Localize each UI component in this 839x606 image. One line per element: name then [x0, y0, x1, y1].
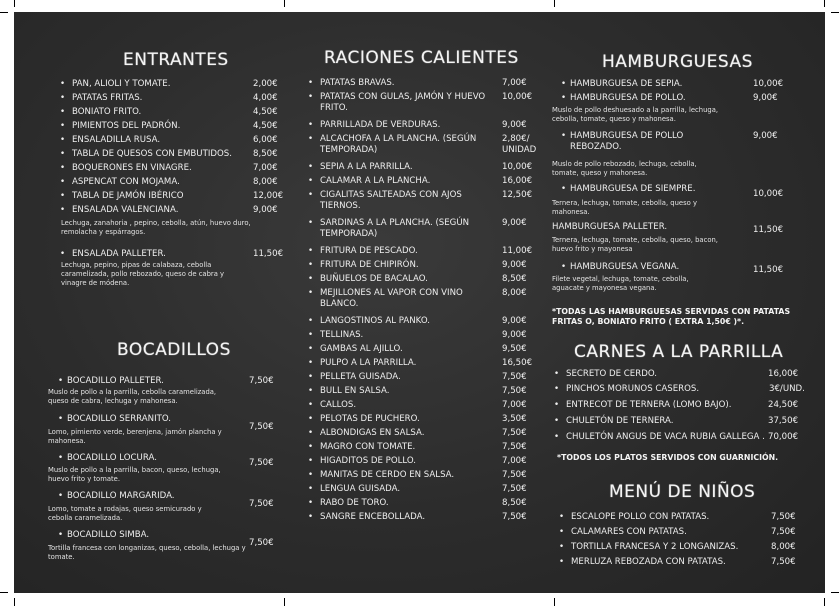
bullet: •: [308, 386, 314, 396]
item-price: [249, 422, 274, 433]
bullet: •: [554, 416, 560, 426]
item-price: 24,50€: [768, 400, 799, 410]
item-price: 4,50€: [253, 107, 278, 117]
carnes-note: *TODOS LOS PLATOS SERVIDOS CON GUARNICIÓN.: [557, 453, 779, 462]
bullet: •: [60, 191, 66, 201]
item-price: 3€/UND.: [769, 384, 805, 394]
bullet: •: [308, 218, 314, 228]
item-name: BOCADILLO MARGARIDA.: [67, 491, 175, 501]
item-price: 2,00€: [253, 79, 278, 89]
menu-item: [561, 131, 690, 153]
fold-mark: [554, 0, 555, 7]
bullet: •: [554, 369, 560, 379]
menu-item: [60, 93, 292, 104]
item-price: [249, 538, 274, 549]
item-price: 7,00€: [502, 456, 527, 466]
fold-mark: [284, 598, 285, 606]
bullet: •: [308, 274, 314, 284]
menu-item: [60, 107, 292, 118]
menu-item: [308, 274, 554, 285]
item-price: 11,50€: [253, 249, 284, 259]
price-text: 7,50€: [249, 458, 274, 468]
bullet: •: [308, 470, 314, 480]
menu-item: [552, 222, 712, 233]
menu-item: [308, 288, 554, 312]
menu-item: [308, 78, 554, 89]
price-text: 11,50€: [753, 225, 784, 235]
item-name: SANGRE ENCEBOLLADA.: [320, 512, 426, 522]
bullet: •: [308, 162, 314, 172]
crop-mark: [0, 12, 8, 13]
menu-item: [554, 416, 806, 427]
item-price: 7,50€: [502, 442, 527, 452]
bullet: •: [308, 414, 314, 424]
bullet: •: [308, 190, 314, 200]
item-name: MANITAS DE CERDO EN SALSA.: [320, 470, 455, 480]
bocadillos-heading: BOCADILLOS: [117, 340, 231, 360]
item-name: TORTILLA FRANCESA Y 2 LONGANIZAS.: [571, 542, 739, 552]
menu-item: [60, 177, 292, 188]
crop-mark: [831, 592, 839, 593]
menu-item: [559, 542, 801, 553]
bullet: •: [308, 372, 314, 382]
bullet: •: [60, 149, 66, 159]
item-name: HAMBURGUESA PALLETER.: [552, 222, 668, 232]
item-price: 12,50€: [502, 190, 533, 200]
item-description: Tortilla francesa con longanizas, queso, cebolla, lechuga y tomate.: [48, 544, 246, 561]
item-price: [249, 458, 274, 469]
item-name: PULPO A LA PARRILLA.: [320, 358, 417, 368]
menu-item: [554, 432, 816, 443]
item-name: ESCALOPE POLLO CON PATATAS.: [571, 512, 710, 522]
bullet: •: [58, 414, 64, 424]
item-description: Filete vegetal, lechuga, tomate, cebolla, aguacate y mayonesa vegana.: [552, 275, 689, 292]
bullet: •: [60, 177, 66, 187]
item-name: MERLUZA REBOZADA CON PATATAS.: [571, 557, 726, 567]
item-name: ENTRECOT DE TERNERA (LOMO BAJO).: [566, 400, 732, 410]
menu-item: [58, 453, 217, 464]
entrantes-heading: ENTRANTES: [123, 50, 229, 70]
item-price: 10,00€: [502, 162, 533, 172]
bullet: •: [559, 527, 565, 537]
bullet: •: [308, 442, 314, 452]
menu-item: [308, 484, 554, 495]
bullet: •: [308, 92, 314, 102]
menu-item: [308, 316, 554, 327]
item-name: HAMBURGUESA DE SEPIA.: [570, 79, 683, 89]
item-price: 16,50€: [502, 358, 533, 368]
menu-item: [308, 400, 554, 411]
item-price: 7,50€: [771, 512, 796, 522]
item-name: ASPENCAT CON MOJAMA.: [72, 177, 180, 187]
item-price: 10,00€: [502, 92, 533, 102]
menu-item: [308, 442, 554, 453]
menu-item: [60, 149, 292, 160]
item-name: BOCADILLO SIMBA.: [67, 530, 150, 540]
bullet: •: [60, 249, 66, 259]
item-name: PELLETA GUISADA.: [320, 372, 401, 382]
item-name: ENSALADA VALENCIANA.: [72, 205, 179, 215]
bullet: •: [561, 93, 567, 103]
bullet: •: [561, 184, 567, 194]
item-price: 16,00€: [502, 176, 533, 186]
item-price: [249, 499, 274, 510]
item-name: ALBONDIGAS EN SALSA.: [320, 428, 425, 438]
bullet: •: [559, 512, 565, 522]
bullet: •: [308, 246, 314, 256]
item-price: 8,00€: [771, 542, 796, 552]
item-name: FRITURA DE CHIPIRÓN.: [320, 260, 419, 270]
item-name: PINCHOS MORUNOS CASEROS.: [566, 384, 700, 394]
item-name: SECRETO DE CERDO.: [566, 369, 657, 379]
item-description: Ternera, lechuga, tomate, cebolla, queso, bacon, huevo frito y mayonesa: [552, 236, 718, 253]
item-price: 70,00€: [768, 432, 799, 442]
item-price: 8,50€: [502, 498, 527, 508]
menu-item: [308, 260, 554, 271]
item-price: 7,00€: [502, 400, 527, 410]
item-price: 9,00€: [502, 330, 527, 340]
item-price: 9,00€: [502, 120, 527, 130]
menu-item: [561, 93, 810, 104]
item-name: ENSALADA PALLETER.: [72, 249, 166, 259]
item-price: 8,00€: [253, 177, 278, 187]
menu-item: [58, 491, 217, 502]
menu-item: [308, 414, 554, 425]
item-name: FRITURA DE PESCADO.: [320, 246, 418, 256]
item-price: 8,50€: [502, 274, 527, 284]
bullet: •: [308, 176, 314, 186]
bullet: •: [60, 205, 66, 215]
item-price: 9,00€: [502, 218, 527, 228]
menu-item: [58, 376, 287, 387]
item-price: 7,50€: [502, 470, 527, 480]
price-text: 7,50€: [249, 538, 274, 548]
bullet: •: [58, 376, 64, 386]
item-name: ALCACHOFA A LA PLANCHA. (SEGÚN TEMPORADA): [320, 134, 477, 155]
item-name: CALLOS.: [320, 400, 357, 410]
item-description: Muslo de pollo a la parrilla, bacon, queso, lechuga, huevo frito y tomate.: [48, 466, 221, 483]
item-name: PAN, ALIOLI Y TOMATE.: [72, 79, 171, 89]
bullet: •: [60, 79, 66, 89]
item-name: PATATAS CON GULAS, JAMÓN Y HUEVO FRITO.: [320, 92, 486, 113]
item-price: 2,80€/ UNIDAD: [502, 134, 537, 155]
price-text: 10,00€: [753, 189, 784, 199]
price-text: 7,50€: [249, 422, 274, 432]
menu-item: [308, 92, 554, 116]
item-price: 37,50€: [768, 416, 799, 426]
crop-mark: [14, 598, 15, 606]
item-name: TABLA DE JAMÓN IBÉRICO: [72, 191, 184, 201]
menu-item: [60, 163, 292, 174]
item-name: BOQUERONES EN VINAGRE.: [72, 163, 192, 173]
bullet: •: [60, 93, 66, 103]
fold-mark: [554, 598, 555, 606]
item-price: 4,00€: [253, 93, 278, 103]
menu-item: [308, 470, 554, 481]
menu-item: [60, 135, 292, 146]
raciones-heading: RACIONES CALIENTES: [324, 48, 519, 68]
hamburguesas-heading: HAMBURGUESAS: [602, 52, 753, 72]
item-description: Muslo de pollo a la parrilla, cebolla caramelizada, queso de cabra, lechuga y mahonesa.: [48, 388, 217, 405]
menu-item: [308, 498, 554, 509]
item-name: PELOTAS DE PUCHERO.: [320, 414, 420, 424]
item-price: 9,50€: [502, 344, 527, 354]
item-price: 12,00€: [253, 191, 284, 201]
crop-mark: [0, 592, 8, 593]
hamburguesas-note: *TODAS LAS HAMBURGUESAS SERVIDAS CON PATATAS FRITAS O, BONIATO FRITO ( EXTRA 1,50€ )*.: [552, 307, 791, 326]
item-price: 6,00€: [253, 135, 278, 145]
item-name: PIMIENTOS DEL PADRÓN.: [72, 121, 181, 131]
item-name: TABLA DE QUESOS CON EMBUTIDOS.: [72, 149, 232, 159]
bullet: •: [559, 557, 565, 567]
bullet: •: [308, 456, 314, 466]
crop-mark: [824, 598, 825, 606]
item-name: LANGOSTINOS AL PANKO.: [320, 316, 430, 326]
bullet: •: [308, 498, 314, 508]
item-name: BONIATO FRITO.: [72, 107, 142, 117]
item-name: PARRILLADA DE VERDURAS.: [320, 120, 441, 130]
item-name: HAMBURGUESA DE SIEMPRE.: [570, 184, 696, 194]
item-price: 7,50€: [771, 527, 796, 537]
price-text: 7,50€: [249, 499, 274, 509]
item-name: GAMBAS AL AJILLO.: [320, 344, 403, 354]
item-name: BULL EN SALSA.: [320, 386, 390, 396]
menu-item: [554, 369, 806, 380]
item-name: MAGRO CON TOMATE.: [320, 442, 416, 452]
menu-item: [308, 344, 554, 355]
bullet: •: [308, 344, 314, 354]
price-text: 9,00€: [753, 131, 778, 141]
ninos-heading: MENÚ DE NIÑOS: [609, 482, 756, 502]
bullet: •: [561, 131, 567, 141]
bullet: •: [58, 530, 64, 540]
item-price: 9,00€: [502, 316, 527, 326]
bullet: •: [308, 358, 314, 368]
menu-item: [559, 557, 801, 568]
menu-item: [58, 530, 217, 541]
bullet: •: [308, 428, 314, 438]
bullet: •: [554, 384, 560, 394]
item-name: HAMBURGUESA DE POLLO REBOZADO.: [570, 131, 684, 152]
item-price: 8,00€: [502, 288, 527, 298]
bullet: •: [561, 79, 567, 89]
item-name: SEPIA A LA PARRILLA.: [320, 162, 413, 172]
item-name: HIGADITOS DE POLLO.: [320, 456, 417, 466]
menu-item: [308, 176, 554, 187]
chalkboard-menu: [14, 12, 825, 593]
menu-item: [308, 246, 554, 257]
item-price: [753, 189, 783, 200]
menu-item: [559, 527, 801, 538]
carnes-heading: CARNES A LA PARRILLA: [574, 342, 784, 362]
crop-mark: [14, 0, 15, 7]
menu-item: [308, 134, 554, 158]
price-text: 11,50€: [753, 265, 784, 275]
item-name: LENGUA GUISADA.: [320, 484, 401, 494]
menu-item: [60, 205, 292, 216]
fold-mark: [284, 0, 285, 7]
item-price: [753, 131, 778, 142]
item-name: MEJILLONES AL VAPOR CON VINO BLANCO.: [320, 288, 463, 309]
bullet: •: [60, 163, 66, 173]
item-name: ENSALADILLA RUSA.: [72, 135, 161, 145]
menu-item: [554, 400, 806, 411]
menu-item: [308, 456, 554, 467]
item-price: 7,50€: [502, 484, 527, 494]
crop-mark: [824, 0, 825, 7]
menu-item: [554, 384, 806, 395]
menu-item: [308, 386, 554, 397]
item-name: CHULETÓN ANGUS DE VACA RUBIA GALLEGA .: [566, 432, 765, 442]
item-price: 7,50€: [502, 512, 527, 522]
bullet: •: [559, 542, 565, 552]
bullet: •: [308, 316, 314, 326]
menu-item: [308, 330, 554, 341]
item-name: CIGALITAS SALTEADAS CON AJOS TIERNOS.: [320, 190, 462, 211]
item-price: 7,50€: [771, 557, 796, 567]
menu-item: [308, 512, 554, 523]
bullet: •: [308, 330, 314, 340]
bullet: •: [60, 121, 66, 131]
bullet: •: [308, 288, 314, 298]
item-price: 9,00€: [502, 260, 527, 270]
item-name: HAMBURGUESA DE POLLO.: [570, 93, 686, 103]
bullet: •: [561, 262, 567, 272]
item-name: CALAMAR A LA PLANCHA.: [320, 176, 431, 186]
bullet: •: [308, 512, 314, 522]
bullet: •: [60, 135, 66, 145]
crop-mark: [831, 12, 839, 13]
item-name: TELLINAS.: [320, 330, 364, 340]
menu-item: [308, 372, 554, 383]
item-name: BOCADILLO PALLETER.: [67, 376, 164, 386]
item-name: BUÑUELOS DE BACALAO.: [320, 274, 428, 284]
item-price: [753, 265, 783, 276]
item-description: Ternera, lechuga, tomate, cebolla, queso y mahonesa.: [552, 199, 697, 216]
menu-item: [60, 121, 292, 132]
item-name: PATATAS FRITAS.: [72, 93, 143, 103]
bullet: •: [308, 134, 314, 144]
item-description: Lomo, pimiento verde, berenjena, jamón plancha y mahonesa.: [48, 428, 222, 445]
bullet: •: [308, 484, 314, 494]
item-price: 4,50€: [253, 121, 278, 131]
item-name: BOCADILLO LOCURA.: [67, 453, 157, 463]
item-price: 7,50€: [502, 428, 527, 438]
menu-item: [561, 79, 810, 90]
bullet: •: [308, 78, 314, 88]
menu-item: [308, 358, 554, 369]
item-price: 7,50€: [502, 386, 527, 396]
menu-item: [308, 120, 554, 131]
item-name: CALAMARES CON PATATAS.: [571, 527, 687, 537]
item-description: Muslo de pollo rebozado, lechuga, cebolla, tomate, queso y mahonesa.: [552, 160, 697, 177]
item-price: [753, 225, 783, 236]
menu-item: [559, 512, 801, 523]
menu-item: [58, 414, 217, 425]
item-price: 7,50€: [502, 372, 527, 382]
bullet: •: [308, 400, 314, 410]
item-price: 9,00€: [253, 205, 278, 215]
menu-item: [308, 428, 554, 439]
item-name: SARDINAS A LA PLANCHA. (SEGÚN TEMPORADA): [320, 218, 470, 239]
item-name: HAMBURGUESA VEGANA.: [570, 262, 680, 272]
item-name: CHULETÓN DE TERNERA.: [566, 416, 674, 426]
item-price: 7,00€: [502, 78, 527, 88]
menu-item: [561, 262, 730, 273]
menu-item: [60, 249, 292, 260]
bullet: •: [308, 120, 314, 130]
bullet: •: [308, 260, 314, 270]
item-name: PATATAS BRAVAS.: [320, 78, 395, 88]
menu-item: [561, 184, 730, 195]
item-description: Lomo, tomate a rodajas, queso semicurado y cebolla caramelizada.: [48, 505, 202, 522]
item-price: 3,50€: [502, 414, 527, 424]
menu-item: [308, 162, 554, 173]
bullet: •: [554, 400, 560, 410]
item-price: 9,00€: [753, 93, 778, 103]
item-name: RABO DE TORO.: [320, 498, 389, 508]
bullet: •: [58, 491, 64, 501]
bullet: •: [58, 453, 64, 463]
item-price: 11,00€: [502, 246, 533, 256]
item-price: 8,50€: [253, 149, 278, 159]
menu-item: [308, 218, 554, 242]
item-description: Lechuga, pepino, pipas de calabaza, cebolla caramelizada, pollo rebozado, queso de cabra y vinagre de módena.: [61, 261, 225, 287]
bullet: •: [554, 432, 560, 442]
item-description: Muslo de pollo deshuesado a la parrilla, lechuga, cebolla, tomate, queso y mahonesa.: [552, 106, 719, 123]
menu-item: [60, 79, 292, 90]
item-price: 10,00€: [753, 79, 784, 89]
menu-item: [60, 191, 292, 202]
bullet: •: [60, 107, 66, 117]
item-price: 7,50€: [249, 376, 274, 386]
item-price: 7,00€: [253, 163, 278, 173]
item-description: Lechuga, zanahoria , pepino, cebolla, atún, huevo duro, remolacha y espárragos.: [61, 219, 251, 236]
item-price: 16,00€: [768, 369, 799, 379]
menu-item: [308, 190, 554, 214]
item-name: BOCADILLO SERRANITO.: [67, 414, 172, 424]
